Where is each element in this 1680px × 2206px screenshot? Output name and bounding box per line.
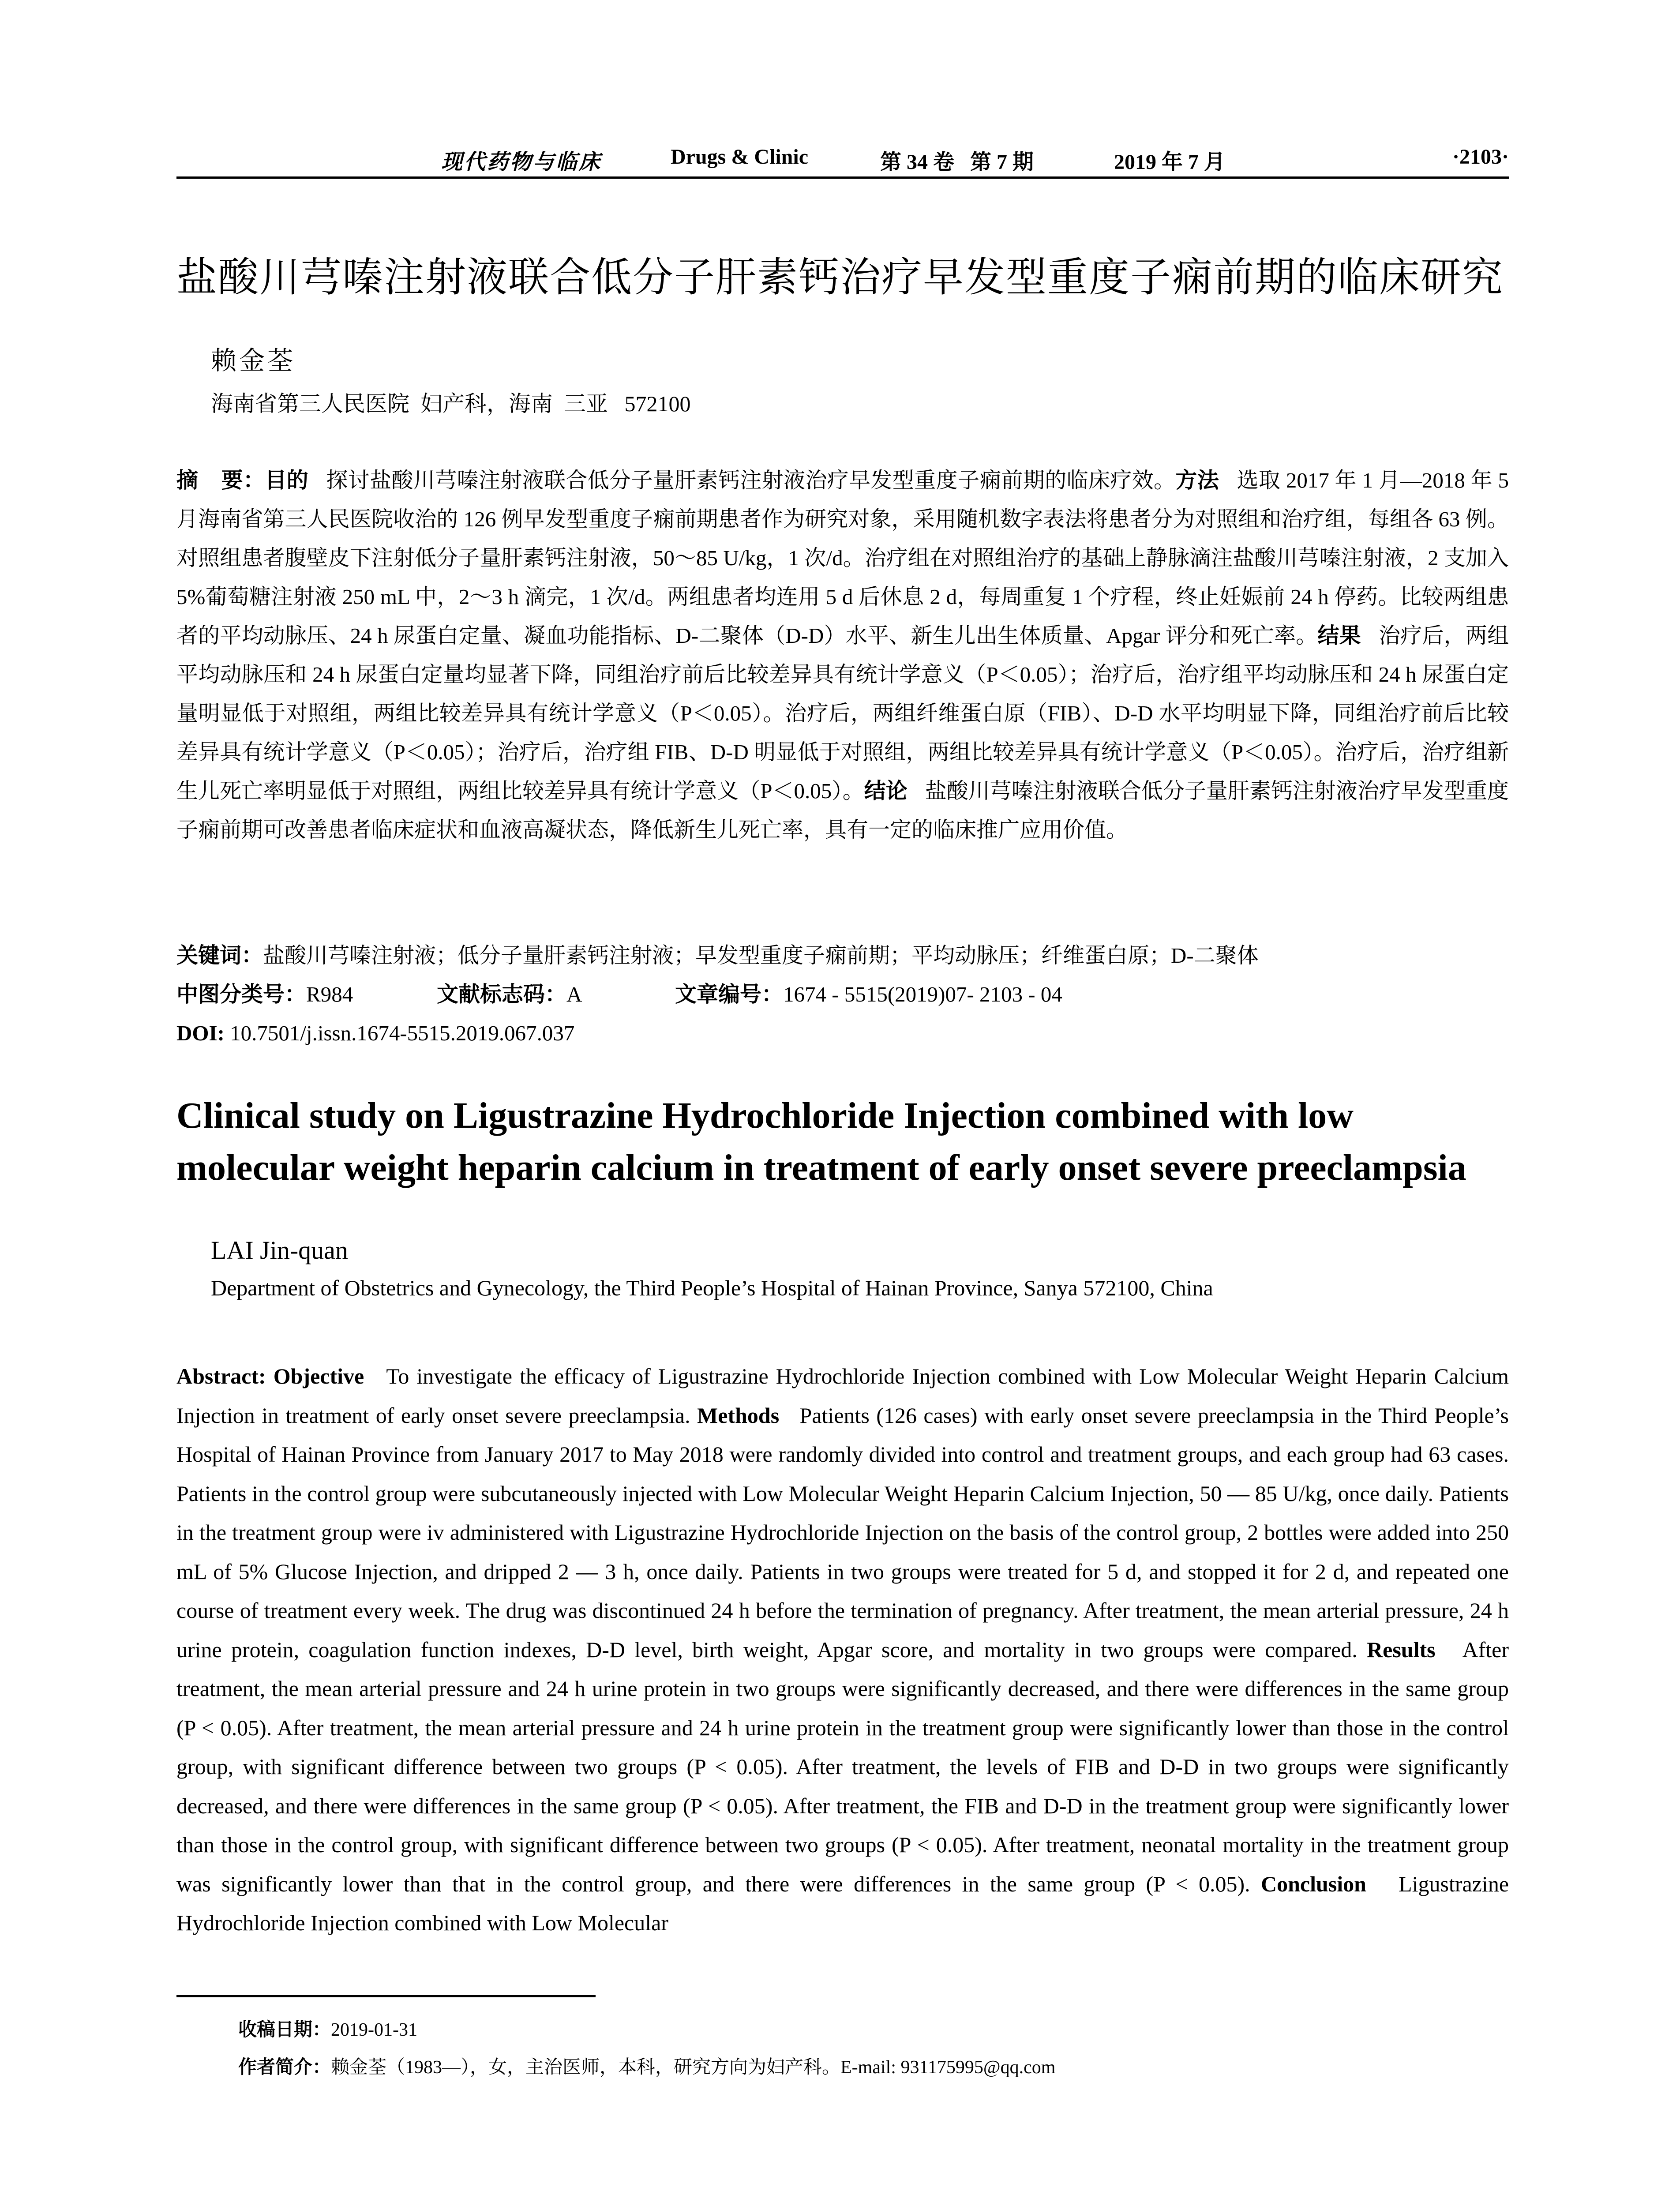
article-no-label: 文章编号：	[675, 982, 784, 1007]
doi-label: DOI:	[176, 1021, 225, 1045]
en-methods-label: Methods	[697, 1403, 780, 1428]
cn-objective-label: 目的	[265, 468, 309, 493]
received-date: 2019-01-31	[331, 2020, 417, 2040]
en-results-label: Results	[1367, 1637, 1436, 1662]
doc-code-value: A	[566, 982, 582, 1006]
cn-results-label: 结果	[1317, 623, 1361, 648]
cn-keywords-label: 关键词：	[176, 943, 263, 968]
en-methods-text: Patients (126 cases) with early onset severe preeclampsia in the Third People’s Hospital of Hainan Province from January 2017 to May 2018 were randomly divided into control and treatment groups, and each group had 63 cases. Patients in the control group were subcutaneously injected with Low Molecular Weight Heparin Calcium Injection, 50 — 85 U/kg, once daily. Patients in the treatment group were iv administered with Ligustrazine Hydrochloride Injection on the basis of the control group, 2 bottles were added into 250 mL of 5% Glucose Injection, and dripped 2 — 3 h, once daily. Patients in two groups were treated for 5 d, and stopped it for 2 d, and repeated one course of treatment every week. The drug was discontinued 24 h before the termination of pregnancy. After treatment, the mean arterial pressure, 24 h urine protein, coagulation function indexes, D-D level, birth weight, Apgar score, and mortality in two groups were compared.	[176, 1403, 1509, 1662]
header-volume-issue: 第 34 卷 第 7 期	[880, 150, 1034, 174]
en-objective-label: Objective	[273, 1364, 364, 1388]
cn-affiliation: 海南省第三人民医院 妇产科，海南 三亚 572100	[211, 391, 691, 416]
en-results-text: After treatment, the mean arterial pressure and 24 h urine protein in two groups were significantly decreased, and there were differences in the same group (P < 0.05). After treatment, the mean arterial pressure and 24 h urine protein in the treatment group were significantly lower than those in the control group, with significant difference between two groups (P < 0.05). After treatment, the levels of FIB and D-D in two groups were significantly decreased, and there were differences in the same group (P < 0.05). After treatment, the FIB and D-D in the treatment group were significantly lower than those in the control group, with significant difference between two groups (P < 0.05). After treatment, neonatal mortality in the treatment group was significantly lower than that in the control group, and there were differences in the same group (P < 0.05).	[176, 1637, 1509, 1896]
cn-results-text: 治疗后，两组平均动脉压和 24 h 尿蛋白定量均显著下降，同组治疗前后比较差异具有统计学意义（P＜0.05）；治疗后，治疗组平均动脉压和 24 h 尿蛋白定量明显低于对照组，两组比较差异具有统计学意义（P＜0.05）。治疗后，两组纤维蛋白原（FIB）、D-D 水平均明显下降，同组治疗前后比较差异具有统计学意义（P＜0.05）；治疗后，治疗组 FIB、D-D 明显低于对照组，两组比较差异具有统计学意义（P＜0.05）。治疗后，治疗组新生儿死亡率明显低于对照组，两组比较差异具有统计学意义（P＜0.05）。	[176, 623, 1509, 803]
footnote-rule	[176, 1995, 596, 1997]
cn-conclusion-label: 结论	[864, 778, 908, 803]
doi-value[interactable]: 10.7501/j.issn.1674-5515.2019.067.037	[230, 1021, 575, 1045]
header-journal-en: Drugs & Clinic	[671, 145, 808, 169]
en-conclusion-label: Conclusion	[1261, 1871, 1366, 1896]
en-objective-text: To investigate the efficacy of Ligustrazine Hydrochloride Injection combined with Low Molecular Weight Heparin Calcium Injection in treatment of early onset severe preeclampsia.	[176, 1364, 1509, 1428]
article-no-value: 1674 - 5515(2019)07- 2103 - 04	[783, 982, 1062, 1006]
clc-value: R984	[306, 982, 353, 1006]
en-author: LAI Jin-quan	[211, 1236, 348, 1264]
cn-methods-text: 选取 2017 年 1 月—2018 年 5 月海南省第三人民医院收治的 126 例早发型重度子痫前期患者作为研究对象，采用随机数字表法将患者分为对照组和治疗组，每组各 63 例。对照组患者腹壁皮下注射低分子量肝素钙注射液，50～85 U/kg，1 次/d。治疗组在对照组治疗的基础上静脉滴注盐酸川芎嗪注射液，2 支加入 5%葡萄糖注射液 250 mL 中，2～3 h 滴完，1 次/d。两组患者均连用 5 d 后休息 2 d，每周重复 1 个疗程，终止妊娠前 24 h 停药。比较两组患者的平均动脉压、24 h 尿蛋白定量、凝血功能指标、D-二聚体（D-D）水平、新生儿出生体质量、Apgar 评分和死亡率。	[176, 468, 1509, 648]
doc-code-label: 文献标志码：	[437, 982, 567, 1007]
header-page-number: ·2103·	[1452, 145, 1509, 169]
cn-objective-text: 探讨盐酸川芎嗪注射液联合低分子量肝素钙注射液治疗早发型重度子痫前期的临床疗效。	[326, 468, 1176, 492]
cn-abstract	[176, 461, 1509, 849]
running-header	[176, 140, 1509, 176]
en-abstract-label: Abstract:	[176, 1364, 266, 1388]
header-date: 2019 年 7 月	[1114, 150, 1226, 174]
cn-classification	[176, 975, 1509, 1014]
header-journal-cn: 现代药物与临床	[441, 150, 602, 174]
en-title: Clinical study on Ligustrazine Hydrochloride Injection combined with low molecular weight heparin calcium in treatment of early onset severe preeclampsia	[176, 1095, 1466, 1188]
cn-methods-label: 方法	[1175, 468, 1219, 493]
cn-keywords	[176, 936, 1509, 975]
cn-conclusion-text: 盐酸川芎嗪注射液联合低分子量肝素钙注射液治疗早发型重度子痫前期可改善患者临床症状和血液高凝状态，降低新生儿死亡率，具有一定的临床推广应用价值。	[176, 779, 1509, 842]
cn-author: 赖金荃	[211, 346, 296, 375]
clc-label: 中图分类号：	[176, 982, 307, 1007]
cn-doi	[176, 1014, 1509, 1053]
en-conclusion-text: Ligustrazine Hydrochloride Injection combined with Low Molecular	[176, 1871, 1509, 1935]
header-rule	[176, 176, 1509, 179]
cn-title: 盐酸川芎嗪注射液联合低分子肝素钙治疗早发型重度子痫前期的临床研究	[176, 254, 1504, 301]
received-label: 收稿日期：	[238, 2018, 331, 2040]
bio-text: 赖金荃（1983—），女，主治医师，本科，研究方向为妇产科。E-mail: 931175995@qq.com	[331, 2057, 1056, 2078]
en-abstract	[176, 1357, 1509, 1943]
footnote-author-bio	[238, 2054, 1055, 2081]
footnote-received	[238, 2016, 417, 2043]
bio-label: 作者简介：	[238, 2056, 331, 2078]
en-affiliation: Department of Obstetrics and Gynecology, the Third People’s Hospital of Hainan Province, Sanya 572100, China	[211, 1276, 1213, 1300]
cn-abstract-label: 摘 要：	[176, 468, 265, 493]
cn-keywords-text: 盐酸川芎嗪注射液；低分子量肝素钙注射液；早发型重度子痫前期；平均动脉压；纤维蛋白原；D-二聚体	[263, 943, 1259, 968]
